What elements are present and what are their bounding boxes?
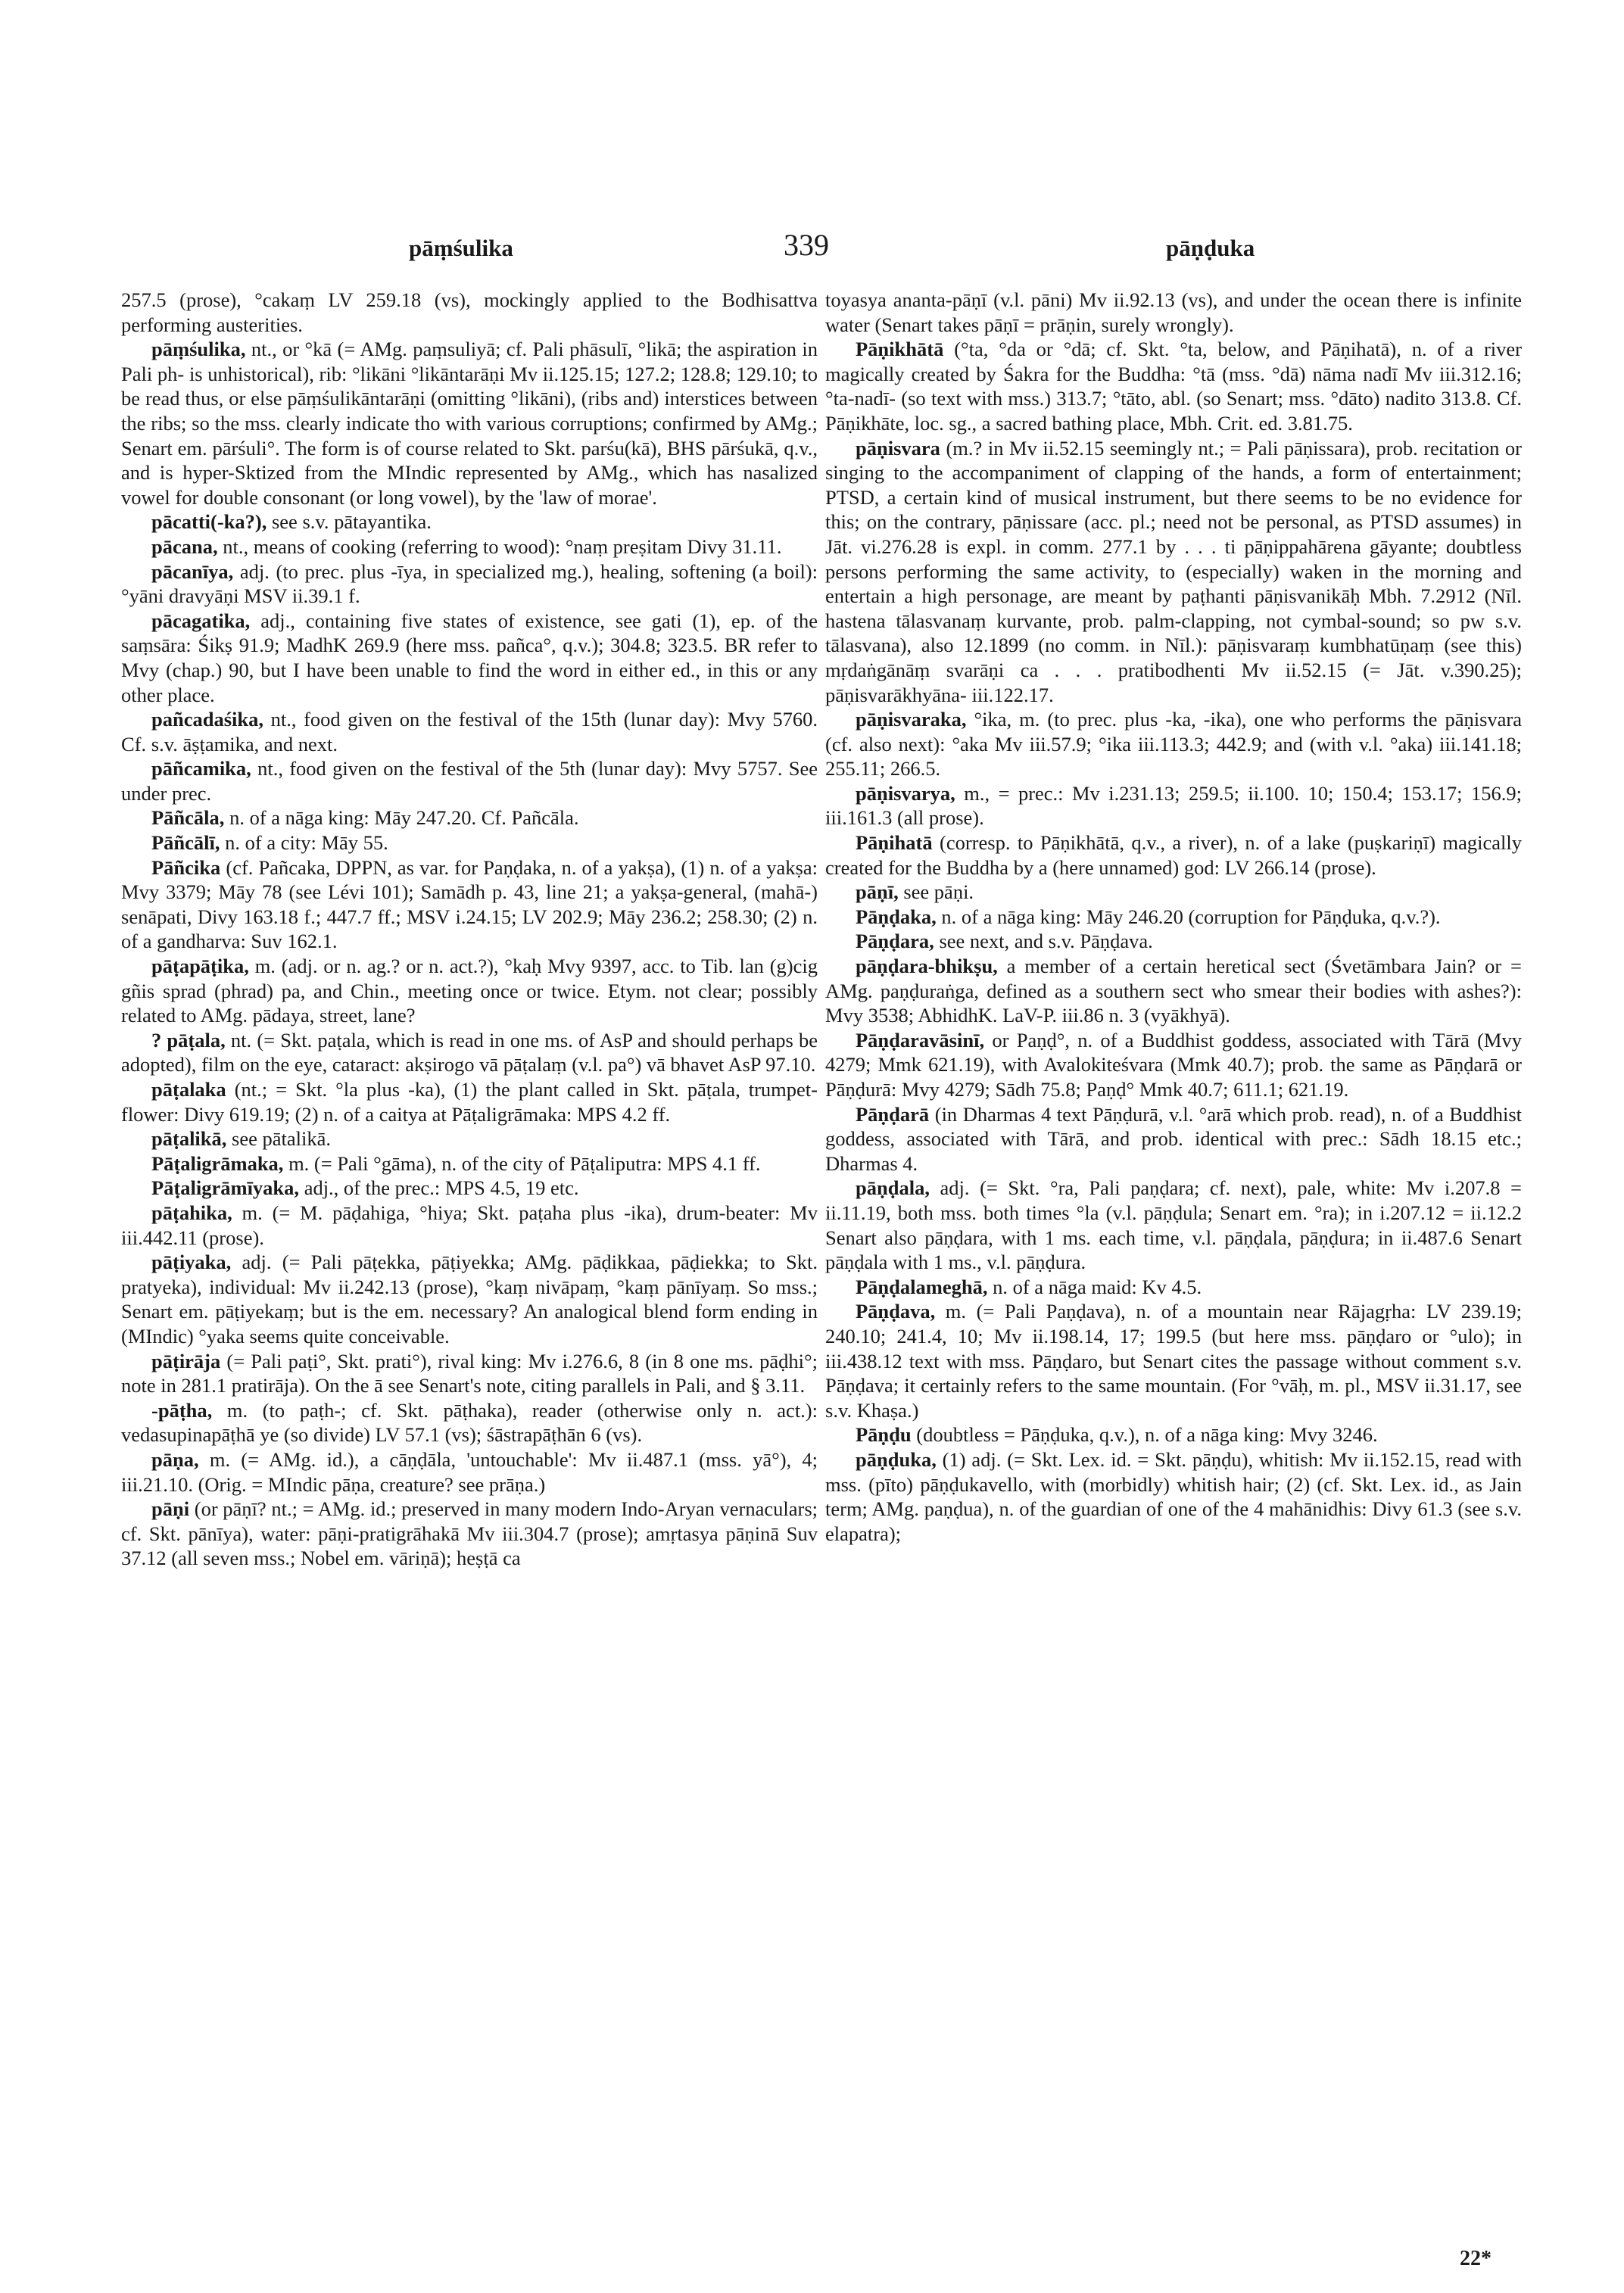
entry-headword: Pāñcika	[151, 855, 221, 879]
entry-body: (corresp. to Pāṇikhātā, q.v., a river), n. of a lake (puṣkariṇī) magically created for the Buddha by a (here unnamed) god: LV 266.14 (prose).	[825, 831, 1522, 879]
entry-headword: ? pāṭala,	[151, 1028, 226, 1051]
dictionary-entry	[121, 830, 818, 855]
dictionary-entry	[121, 1447, 818, 1497]
entry-body: m. (to paṭh-; cf. Skt. pāṭhaka), reader (otherwise only n. act.): vedasupinapāṭhā ye (so divide) LV 57.1 (vs); śāstrapāṭhān 6 (vs).	[121, 1398, 818, 1447]
entry-body: nt., means of cooking (referring to wood): °naṃ preṣitam Divy 31.11.	[217, 534, 782, 558]
entry-body: adj., of the prec.: MPS 4.5, 19 etc.	[299, 1176, 579, 1200]
entry-headword: Pāṭaligrāmīyaka,	[151, 1176, 300, 1200]
dictionary-entry	[121, 559, 818, 609]
dictionary-entry	[121, 509, 818, 534]
dictionary-entry	[121, 1349, 818, 1398]
entry-body: m. (= AMg. id.), a cāṇḍāla, 'untouchable': Mv ii.487.1 (mss. yā°), 4; iii.21.10. (Orig. = MIndic pāṇa, creature? see prāṇa.)	[121, 1447, 818, 1496]
dictionary-entry	[825, 1102, 1522, 1176]
entry-body: (1) adj. (= Skt. Lex. id. = Skt. pāṇḍu), whitish: Mv ii.152.15, read with mss. (pīto) pāṇḍukavello, with (morbidly) whitish hair; (2) (cf. Skt. Lex. id., as Jain term; AMg. paṇḍua), n. of the guardian of one of the 4 mahānidhis: Divy 61.3 (see s.v. elapatra);	[825, 1447, 1522, 1545]
dictionary-entry	[121, 954, 818, 1028]
entry-headword: pāṭahika,	[151, 1201, 232, 1224]
dictionary-entry	[121, 1398, 818, 1447]
dictionary-entry	[825, 929, 1522, 954]
dictionary-entry	[825, 1176, 1522, 1274]
dictionary-entry	[121, 855, 818, 954]
dictionary-entry	[121, 1201, 818, 1250]
entry-headword: pāṭapāṭika,	[151, 955, 249, 978]
entry-headword: pācagatika,	[151, 609, 251, 632]
dictionary-entry	[121, 609, 818, 707]
dictionary-entry	[121, 1151, 818, 1176]
entry-body: m. (= Pali Paṇḍava), n. of a mountain near Rājagṛha: LV 239.19; 240.10; 241.4, 10; Mv ii.198.14, 17; 199.5 (but here mss. pāṇḍaro or °ulo); in iii.438.12 text with mss. Pāṇḍaro, but Senart cites the passage without comment s.v. Pāṇḍava; it certainly refers to the same mountain. (For °vāḥ, m. pl., MSV ii.31.17, see s.v. Khaṣa.)	[825, 1300, 1522, 1422]
entry-headword: pāṇi	[151, 1497, 190, 1521]
dictionary-entry	[121, 805, 818, 830]
right-column	[825, 288, 1522, 1546]
entry-body: toyasya ananta-pāṇī (v.l. pāni) Mv ii.92.13 (vs), and under the ocean there is infinite water (Senart takes pāṇī = prāṇin, surely wrongly).	[825, 288, 1522, 336]
entry-body: (m.? in Mv ii.52.15 seemingly nt.; = Pali pāṇissara), prob. recitation or singing to the accompaniment of clapping of the hands, a form of entertainment; PTSD, a certain kind of musical instrument, but there seems to be no evidence for this; on the contrary, pāṇissare (acc. pl.; need not be personal, as PTSD assumes) in Jāt. vi.276.28 is expl. in comm. 277.1 by . . . ti pāṇippahārena gāyante; doubtless persons performing the same activity, to (especially) waken in the morning and entertain a high personage, are meant by paṭhanti pāṇisvanikāḥ Mbh. 7.2912 (Nīl. hastena tālasvanaṃ kurvante, prob. palm-clapping, not cymbal-sound; so pw s.v. tālasvana), also 12.1899 (no comm. in Nīl.): pāṇisvaraṃ kumbhatūṇaṃ (see this) mṛdaṅgānāṃ svarāṇi ca . . . pratibodhenti Mv ii.52.15 (= Jāt. v.390.25); pāṇisvarākhyāna- iii.122.17.	[825, 436, 1522, 706]
dictionary-entry	[121, 1126, 818, 1151]
entry-headword: Pāṇḍarā	[856, 1102, 930, 1126]
dictionary-entry	[121, 756, 818, 805]
entry-body: (°ta, °da or °dā; cf. Skt. °ta, below, and Pāṇihatā), n. of a river magically created by Śakra for the Buddha: °tā (mss. °dā) nāma nadī Mv iii.312.16; °ta-nadī- (so text with mss.) 313.7; °tāto, abl. (so Senart; mss. °dāto) nadito 313.8. Cf. Pāṇikhāte, loc. sg., a sacred bathing place, Mbh. Crit. ed. 3.81.75.	[825, 338, 1522, 435]
dictionary-entry	[825, 905, 1522, 930]
dictionary-entry	[825, 781, 1522, 830]
dictionary-entry	[825, 1275, 1522, 1300]
left-column	[121, 288, 818, 1571]
dictionary-entry	[825, 954, 1522, 1028]
entry-body: °ika, m. (to prec. plus -ka, -ika), one who performs the pāṇisvara (cf. also next): °aka Mv iii.57.9; °ika iii.113.3; 442.9; and (with v.l. °aka) iii.141.18; 255.11; 266.5.	[825, 708, 1522, 780]
entry-body: (nt.; = Skt. °la plus -ka), (1) the plant called in Skt. pāṭala, trumpet-flower: Divy 619.19; (2) n. of a caitya at Pāṭaligrāmaka: MPS 4.2 ff.	[121, 1078, 818, 1126]
entry-headword: pāṇa,	[151, 1447, 199, 1471]
dictionary-entry	[825, 1422, 1522, 1447]
dictionary-entry	[121, 1250, 818, 1348]
dictionary-entry	[121, 1497, 818, 1571]
entry-headword: pāṇisvara	[856, 436, 940, 460]
right-guide-word: pāṇḍuka	[1166, 235, 1255, 261]
entry-headword: pāṇī,	[856, 880, 899, 904]
entry-body: (in Dharmas 4 text Pāṇḍurā, v.l. °arā which prob. read), n. of a Buddhist goddess, associated with Tārā, and prob. identical with prec.: Sādh 18.15 etc.; Dharmas 4.	[825, 1102, 1522, 1175]
dictionary-entry	[121, 1077, 818, 1126]
entry-headword: Pāṇḍava,	[856, 1300, 936, 1323]
entry-headword: pāñcamika,	[151, 757, 251, 780]
entry-headword: pāṭalaka	[151, 1078, 226, 1101]
entry-headword: pācatti(-ka?),	[151, 510, 267, 534]
entry-body: n. of a city: Māy 55.	[220, 831, 388, 855]
entry-headword: pāṇisvaraka,	[856, 708, 967, 731]
dictionary-entry	[121, 288, 818, 337]
entry-body: nt., food given on the festival of the 15th (lunar day): Mvy 5760. Cf. s.v. āṣṭamika, and next.	[121, 708, 818, 756]
entry-body: adj. (= Skt. °ra, Pali paṇḍara; cf. next), pale, white: Mv i.207.8 = ii.11.19, both mss. both times °la (v.l. pāṇḍula; Senart em. °ra); in i.207.12 = ii.12.2 Senart also pāṇḍara, with 1 ms. each time, v.l. pāṇḍala, pāṇḍura; in ii.487.6 Senart pāṇḍala with 1 ms., v.l. pāṇḍura.	[825, 1176, 1522, 1274]
dictionary-entry	[825, 1299, 1522, 1422]
entry-headword: pāṇḍala,	[856, 1176, 930, 1200]
entry-body: nt., or °kā (= AMg. paṃsuliyā; cf. Pali phāsulī, °likā; the aspiration in Pali ph- is unhistorical), rib: °likāni °likāntarāṇi Mv ii.125.15; 127.2; 128.8; 129.10; to be read thus, or else pāṃśulikāntarāṇi (omitting °likāni), (ribs and) interstices between the ribs; so the mss. clearly indicate tho with various corruptions; confirmed by AMg.; Senart em. pārśuli°. The form is of course related to Skt. parśu(kā), BHS pārśukā, q.v., and is hyper-Sktized from the MIndic represented by AMg., which has nasalized vowel for double consonant (or long vowel), by the 'law of morae'.	[121, 338, 818, 509]
entry-headword: Pāṇihatā	[856, 831, 933, 855]
entry-body: m. (= M. pāḍahiga, °hiya; Skt. paṭaha plus -ika), drum-beater: Mv iii.442.11 (prose).	[121, 1201, 818, 1249]
entry-body: adj. (= Pali pāṭekka, pāṭiyekka; AMg. pāḍikkaa, pāḍiekka; to Skt. pratyeka), individual: Mv ii.242.13 (prose), °kaṃ nivāpaṃ, °kaṃ pānīyaṃ. So mss.; Senart em. pāṭiyekaṃ; but is the em. necessary? An analogical blend form ending in (MIndic) °yaka seems quite conceivable.	[121, 1251, 818, 1347]
dictionary-entry	[825, 830, 1522, 880]
entry-body: 257.5 (prose), °cakaṃ LV 259.18 (vs), mockingly applied to the Bodhisattva performing austerities.	[121, 288, 818, 336]
entry-headword: Pāṭaligrāmaka,	[151, 1151, 284, 1175]
entry-headword: Pāṇikhātā	[856, 338, 944, 361]
dictionary-entry	[825, 288, 1522, 337]
entry-body: (= Pali paṭi°, Skt. prati°), rival king: Mv i.276.6, 8 (in 8 one ms. pāḍhi°; note in 281.1 pratirāja). On the ā see Senart's note, citing parallels in Pali, and § 3.11.	[121, 1349, 818, 1397]
entry-body: nt. (= Skt. paṭala, which is read in one ms. of AsP and should perhaps be adopted), film on the eye, cataract: akṣirogo vā pāṭalaṃ (v.l. pa°) vā bhavet AsP 97.10.	[121, 1028, 818, 1076]
entry-headword: -pāṭha,	[151, 1398, 213, 1422]
entry-body: (doubtless = Pāṇḍuka, q.v.), n. of a nāga king: Mvy 3246.	[911, 1423, 1378, 1447]
entry-headword: Pāṇḍu	[856, 1423, 912, 1447]
entry-body: (or pāṇī? nt.; = AMg. id.; preserved in many modern Indo-Aryan vernaculars; cf. Skt. pānīya), water: pāṇi-pratigrāhakā Mv iii.304.7 (prose); amṛtasya pāṇinā Suv 37.12 (all seven mss.; Nobel em. vāriṇā); heṣṭā ca	[121, 1497, 818, 1570]
dictionary-entry	[121, 707, 818, 756]
entry-headword: pāṭiyaka,	[151, 1251, 232, 1274]
entry-body: adj. (to prec. plus -īya, in specialized mg.), healing, softening (a boil): °yāni dravyāṇi MSV ii.39.1 f.	[121, 559, 818, 608]
dictionary-entry	[121, 337, 818, 509]
entry-headword: pācana,	[151, 534, 218, 558]
entry-body: adj., containing five states of existence, see gati (1), ep. of the saṃsāra: Śikṣ 91.9; MadhK 269.9 (here mss. pañca°, q.v.); 304.8; 323.5. BR refer to Mvy (chap.) 90, but I have been unable to find the word in either ed., in this or any other place.	[121, 609, 818, 706]
entry-body: n. of a nāga king: Māy 247.20. Cf. Pañcāla.	[224, 806, 579, 830]
entry-headword: pāṇisvarya,	[856, 781, 955, 805]
entry-headword: pācanīya,	[151, 559, 234, 583]
entry-headword: Pāñcāla,	[151, 806, 225, 830]
running-header	[0, 227, 1624, 273]
dictionary-entry	[121, 1028, 818, 1077]
dictionary-entry	[121, 1176, 818, 1201]
entry-body: nt., food given on the festival of the 5th (lunar day): Mvy 5757. See under prec.	[121, 757, 818, 805]
page-number: 339	[784, 228, 829, 262]
left-guide-word: pāṃśulika	[409, 235, 513, 261]
signature-mark: 22*	[1460, 2247, 1492, 2270]
entry-headword: Pāṇḍalameghā,	[856, 1275, 988, 1298]
dictionary-entry	[121, 534, 818, 559]
entry-headword: pāṭirāja	[151, 1349, 221, 1372]
entry-body: n. of a nāga maid: Kv 4.5.	[987, 1275, 1202, 1298]
entry-headword: Pāṇḍara,	[856, 930, 934, 953]
dictionary-entry	[825, 1028, 1522, 1102]
entry-body: see pātalikā.	[226, 1127, 331, 1151]
dictionary-entry	[825, 1447, 1522, 1546]
entry-body: (cf. Pañcaka, DPPN, as var. for Paṇḍaka, n. of a yakṣa), (1) n. of a yakṣa: Mvy 3379; Māy 78 (see Lévi 101); Samādh p. 43, line 21; a yakṣa-general, (mahā-) senāpati, Divy 163.18 f.; 447.7 ff.; MSV i.24.15; LV 202.9; Māy 236.2; 258.30; (2) n. of a gandharva: Suv 162.1.	[121, 855, 818, 953]
entry-body: or Paṇḍ°, n. of a Buddhist goddess, associated with Tārā (Mvy 4279; Mmk 621.19), with Avalokiteśvara (Mmk 40.7); prob. the same as Pāṇḍarā or Pāṇḍurā: Mvy 4279; Sādh 75.8; Paṇḍ° Mmk 40.7; 611.1; 621.19.	[825, 1028, 1522, 1101]
entry-body: see s.v. pātayantika.	[267, 510, 432, 534]
entry-headword: pāṇḍuka,	[856, 1447, 937, 1471]
entry-headword: Pāṇḍaravāsinī,	[856, 1028, 985, 1051]
entry-body: see next, and s.v. Pāṇḍava.	[934, 930, 1153, 953]
entry-headword: Pāṇḍaka,	[856, 905, 937, 928]
dictionary-entry	[825, 880, 1522, 905]
dictionary-entry	[825, 707, 1522, 781]
entry-headword: pāṇḍara-bhikṣu,	[856, 955, 998, 978]
entry-body: a member of a certain heretical sect (Śvetāmbara Jain? or = AMg. paṇḍuraṅga, defined as a southern sect who smear their bodies with ashes?): Mvy 3538; AbhidhK. LaV-P. iii.86 n. 3 (vyākhyā).	[825, 955, 1522, 1027]
entry-headword: pāṃśulika,	[151, 338, 246, 361]
dictionary-entry	[825, 337, 1522, 435]
entry-body: m. (adj. or n. ag.? or n. act.?), °kaḥ Mvy 9397, acc. to Tib. lan (g)cig gñis sprad (phrad) pa, and Chin., meeting once or twice. Etym. not clear; possibly related to AMg. pādaya, street, lane?	[121, 955, 818, 1027]
entry-headword: pañcadaśika,	[151, 708, 264, 731]
entry-headword: Pāñcālī,	[151, 831, 220, 855]
dictionary-entry	[825, 436, 1522, 708]
entry-body: m. (= Pali °gāma), n. of the city of Pāṭaliputra: MPS 4.1 ff.	[283, 1151, 761, 1175]
entry-body: m., = prec.: Mv i.231.13; 259.5; ii.100. 10; 150.4; 153.17; 156.9; iii.161.3 (all prose).	[825, 781, 1522, 830]
entry-headword: pāṭalikā,	[151, 1127, 227, 1151]
entry-body: n. of a nāga king: Māy 246.20 (corruption for Pāṇḍuka, q.v.?).	[936, 905, 1441, 928]
entry-body: see pāṇi.	[898, 880, 974, 904]
